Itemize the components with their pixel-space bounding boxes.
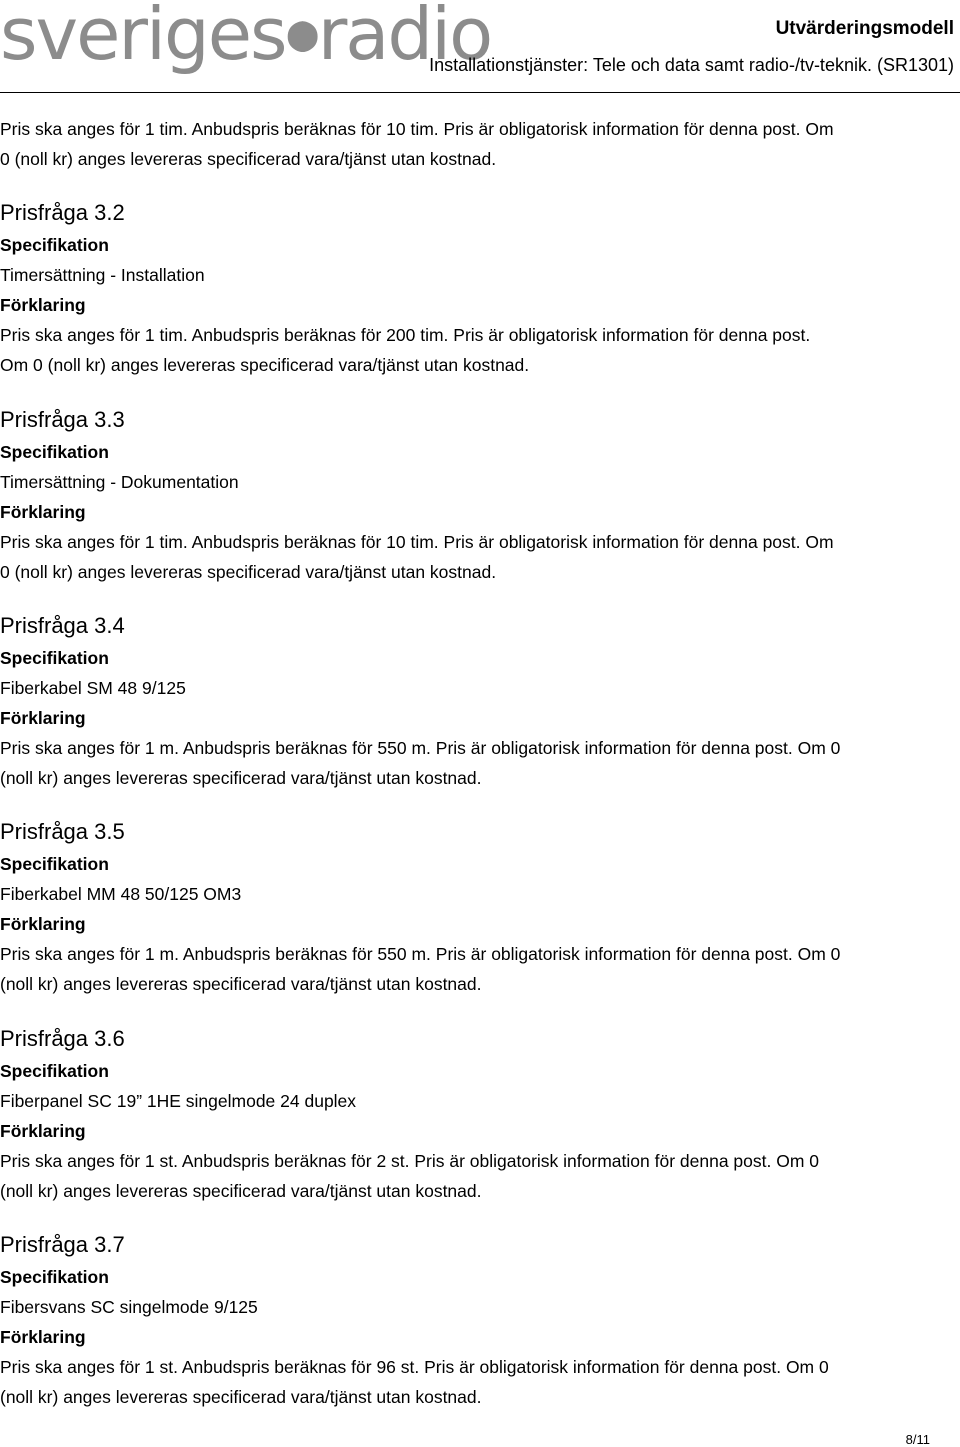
question-title: Prisfråga 3.7	[0, 1232, 125, 1257]
intro-line: Pris ska anges för 1 tim. Anbudspris beräknas för 10 tim. Pris är obligatorisk information för denna post. Om	[0, 119, 834, 139]
price-question-3-2	[0, 198, 958, 380]
price-question-3-7	[0, 1230, 958, 1412]
spec-value: Fiberkabel SM 48 9/125	[0, 678, 186, 698]
explanation-label: Förklaring	[0, 295, 86, 315]
explanation-label: Förklaring	[0, 502, 86, 522]
explanation-line: Pris ska anges för 1 m. Anbudspris beräknas för 550 m. Pris är obligatorisk information för denna post. Om 0	[0, 738, 841, 758]
explanation-line: Pris ska anges för 1 tim. Anbudspris beräknas för 10 tim. Pris är obligatorisk information för denna post. Om	[0, 532, 834, 552]
intro-line: 0 (noll kr) anges levereras specificerad vara/tjänst utan kostnad.	[0, 149, 497, 169]
explanation-line: Pris ska anges för 1 m. Anbudspris beräknas för 550 m. Pris är obligatorisk information för denna post. Om 0	[0, 944, 841, 964]
spec-label: Specifikation	[0, 235, 109, 255]
explanation-line: Pris ska anges för 1 st. Anbudspris beräknas för 96 st. Pris är obligatorisk information för denna post. Om 0	[0, 1357, 829, 1377]
explanation-line: (noll kr) anges levereras specificerad vara/tjänst utan kostnad.	[0, 1181, 482, 1201]
price-question-3-4	[0, 611, 958, 793]
explanation-line: (noll kr) anges levereras specificerad vara/tjänst utan kostnad.	[0, 1387, 482, 1407]
question-title: Prisfråga 3.4	[0, 613, 125, 638]
spec-value: Fiberkabel MM 48 50/125 OM3	[0, 884, 242, 904]
explanation-label: Förklaring	[0, 1327, 86, 1347]
header-divider	[0, 92, 960, 93]
question-title: Prisfråga 3.6	[0, 1026, 125, 1051]
explanation-line: 0 (noll kr) anges levereras specificerad vara/tjänst utan kostnad.	[0, 562, 497, 582]
explanation-label: Förklaring	[0, 708, 86, 728]
page-number: 8/11	[905, 1432, 930, 1447]
question-title: Prisfråga 3.3	[0, 407, 125, 432]
spec-label: Specifikation	[0, 1061, 109, 1081]
question-title: Prisfråga 3.5	[0, 819, 125, 844]
spec-value: Fiberpanel SC 19” 1HE singelmode 24 duplex	[0, 1091, 357, 1111]
explanation-line: Om 0 (noll kr) anges levereras specificerad vara/tjänst utan kostnad.	[0, 355, 530, 375]
explanation-label: Förklaring	[0, 1121, 86, 1141]
spec-label: Specifikation	[0, 648, 109, 668]
spec-label: Specifikation	[0, 854, 109, 874]
spec-value: Timersättning - Dokumentation	[0, 472, 239, 492]
explanation-line: (noll kr) anges levereras specificerad vara/tjänst utan kostnad.	[0, 974, 482, 994]
price-question-3-6	[0, 1024, 958, 1206]
sveriges-radio-logo: sveriges◖◗radio	[0, 0, 492, 76]
document-subtitle: Installationstjänster: Tele och data samt radio-/tv-teknik. (SR1301)	[429, 55, 954, 75]
document-title: Utvärderingsmodell	[775, 18, 954, 39]
price-question-3-3	[0, 405, 958, 587]
spec-value: Timersättning - Installation	[0, 265, 205, 285]
intro-paragraph	[0, 114, 958, 174]
explanation-line: (noll kr) anges levereras specificerad vara/tjänst utan kostnad.	[0, 768, 482, 788]
price-question-3-5	[0, 817, 958, 999]
explanation-label: Förklaring	[0, 914, 86, 934]
explanation-line: Pris ska anges för 1 tim. Anbudspris beräknas för 200 tim. Pris är obligatorisk information för denna post.	[0, 325, 811, 345]
spec-value: Fibersvans SC singelmode 9/125	[0, 1297, 258, 1317]
spec-label: Specifikation	[0, 1267, 109, 1287]
question-title: Prisfråga 3.2	[0, 200, 125, 225]
spec-label: Specifikation	[0, 442, 109, 462]
explanation-line: Pris ska anges för 1 st. Anbudspris beräknas för 2 st. Pris är obligatorisk information för denna post. Om 0	[0, 1151, 819, 1171]
